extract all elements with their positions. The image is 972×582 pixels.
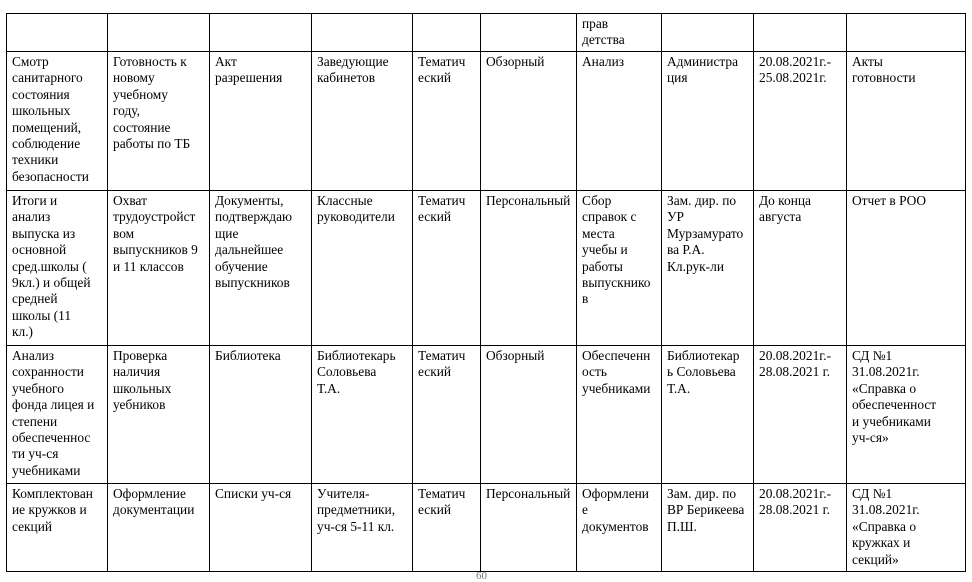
cell-audit-object: Смотр санитарного состояния школьных помещений, соблюдение техники безопасности (7, 52, 108, 191)
cell-audit-object: Анализ сохранности учебного фонда лицея и степени обеспеченнос ти уч-ся учебниками (7, 346, 108, 484)
cell-audit-goal: Охват трудоустройст вом выпускников 9 и 11 классов (108, 191, 210, 346)
control-plan-table (6, 13, 966, 572)
cell-audit-form: Обзорный (481, 52, 577, 191)
cell-audit-goal: Оформление документации (108, 484, 210, 572)
cell-responsible-persons: Классные руководители (312, 191, 413, 346)
cell-audit-object: Комплектован ие кружков и секций (7, 484, 108, 572)
cell-audit-type: Тематич еский (413, 191, 481, 346)
table-row (7, 346, 966, 484)
cell-auditor: Зам. дир. по ВР Берикеева П.Ш. (662, 484, 754, 572)
cell-audit-object: Итоги и анализ выпуска из основной сред.школы ( 9кл.) и общей средней школы (11 кл.) (7, 191, 108, 346)
cell-result-form: СД №1 31.08.2021г. «Справка о обеспеченност и учебниками уч-ся» (847, 346, 966, 484)
cell-audit-form: Обзорный (481, 346, 577, 484)
cell-dates: До конца августа (754, 191, 847, 346)
cell-audit-documents (210, 14, 312, 52)
cell-dates: 20.08.2021г.- 25.08.2021г. (754, 52, 847, 191)
cell-audit-documents: Библиотека (210, 346, 312, 484)
cell-auditor: Зам. дир. по УР Мурзамурато ва Р.А. Кл.рук-ли (662, 191, 754, 346)
cell-audit-documents: Акт разрешения (210, 52, 312, 191)
cell-audit-type: Тематич еский (413, 346, 481, 484)
cell-result-form (847, 14, 966, 52)
cell-auditor: Администра ция (662, 52, 754, 191)
cell-audit-method: прав детства (577, 14, 662, 52)
cell-audit-form: Персональный (481, 191, 577, 346)
cell-result-form: Акты готовности (847, 52, 966, 191)
table-row (7, 484, 966, 572)
cell-responsible-persons (312, 14, 413, 52)
cell-result-form: СД №1 31.08.2021г. «Справка о кружках и секций» (847, 484, 966, 572)
cell-responsible-persons: Учителя- предметники, уч-ся 5-11 кл. (312, 484, 413, 572)
cell-auditor (662, 14, 754, 52)
table-row (7, 191, 966, 346)
cell-audit-method: Сбор справок с места учебы и работы выпускнико в (577, 191, 662, 346)
cell-result-form: Отчет в РОО (847, 191, 966, 346)
cell-auditor: Библиотекар ь Соловьева Т.А. (662, 346, 754, 484)
table-row (7, 52, 966, 191)
cell-audit-method: Оформлени е документов (577, 484, 662, 572)
cell-audit-method: Обеспеченн ость учебниками (577, 346, 662, 484)
cell-audit-goal (108, 14, 210, 52)
cell-audit-type (413, 14, 481, 52)
cell-audit-goal: Проверка наличия школьных уебников (108, 346, 210, 484)
cell-audit-documents: Документы, подтверждаю щие дальнейшее обучение выпускников (210, 191, 312, 346)
cell-responsible-persons: Заведующие кабинетов (312, 52, 413, 191)
cell-responsible-persons: Библиотекарь Соловьева Т.А. (312, 346, 413, 484)
cell-audit-form: Персональный (481, 484, 577, 572)
cell-dates (754, 14, 847, 52)
cell-dates: 20.08.2021г.- 28.08.2021 г. (754, 484, 847, 572)
page-number: 60 (476, 570, 487, 582)
table-body (7, 14, 966, 572)
cell-dates: 20.08.2021г.- 28.08.2021 г. (754, 346, 847, 484)
cell-audit-goal: Готовность к новому учебному году, состояние работы по ТБ (108, 52, 210, 191)
table-row (7, 14, 966, 52)
cell-audit-method: Анализ (577, 52, 662, 191)
cell-audit-form (481, 14, 577, 52)
cell-audit-object (7, 14, 108, 52)
cell-audit-type: Тематич еский (413, 52, 481, 191)
cell-audit-documents: Списки уч-ся (210, 484, 312, 572)
cell-audit-type: Тематич еский (413, 484, 481, 572)
